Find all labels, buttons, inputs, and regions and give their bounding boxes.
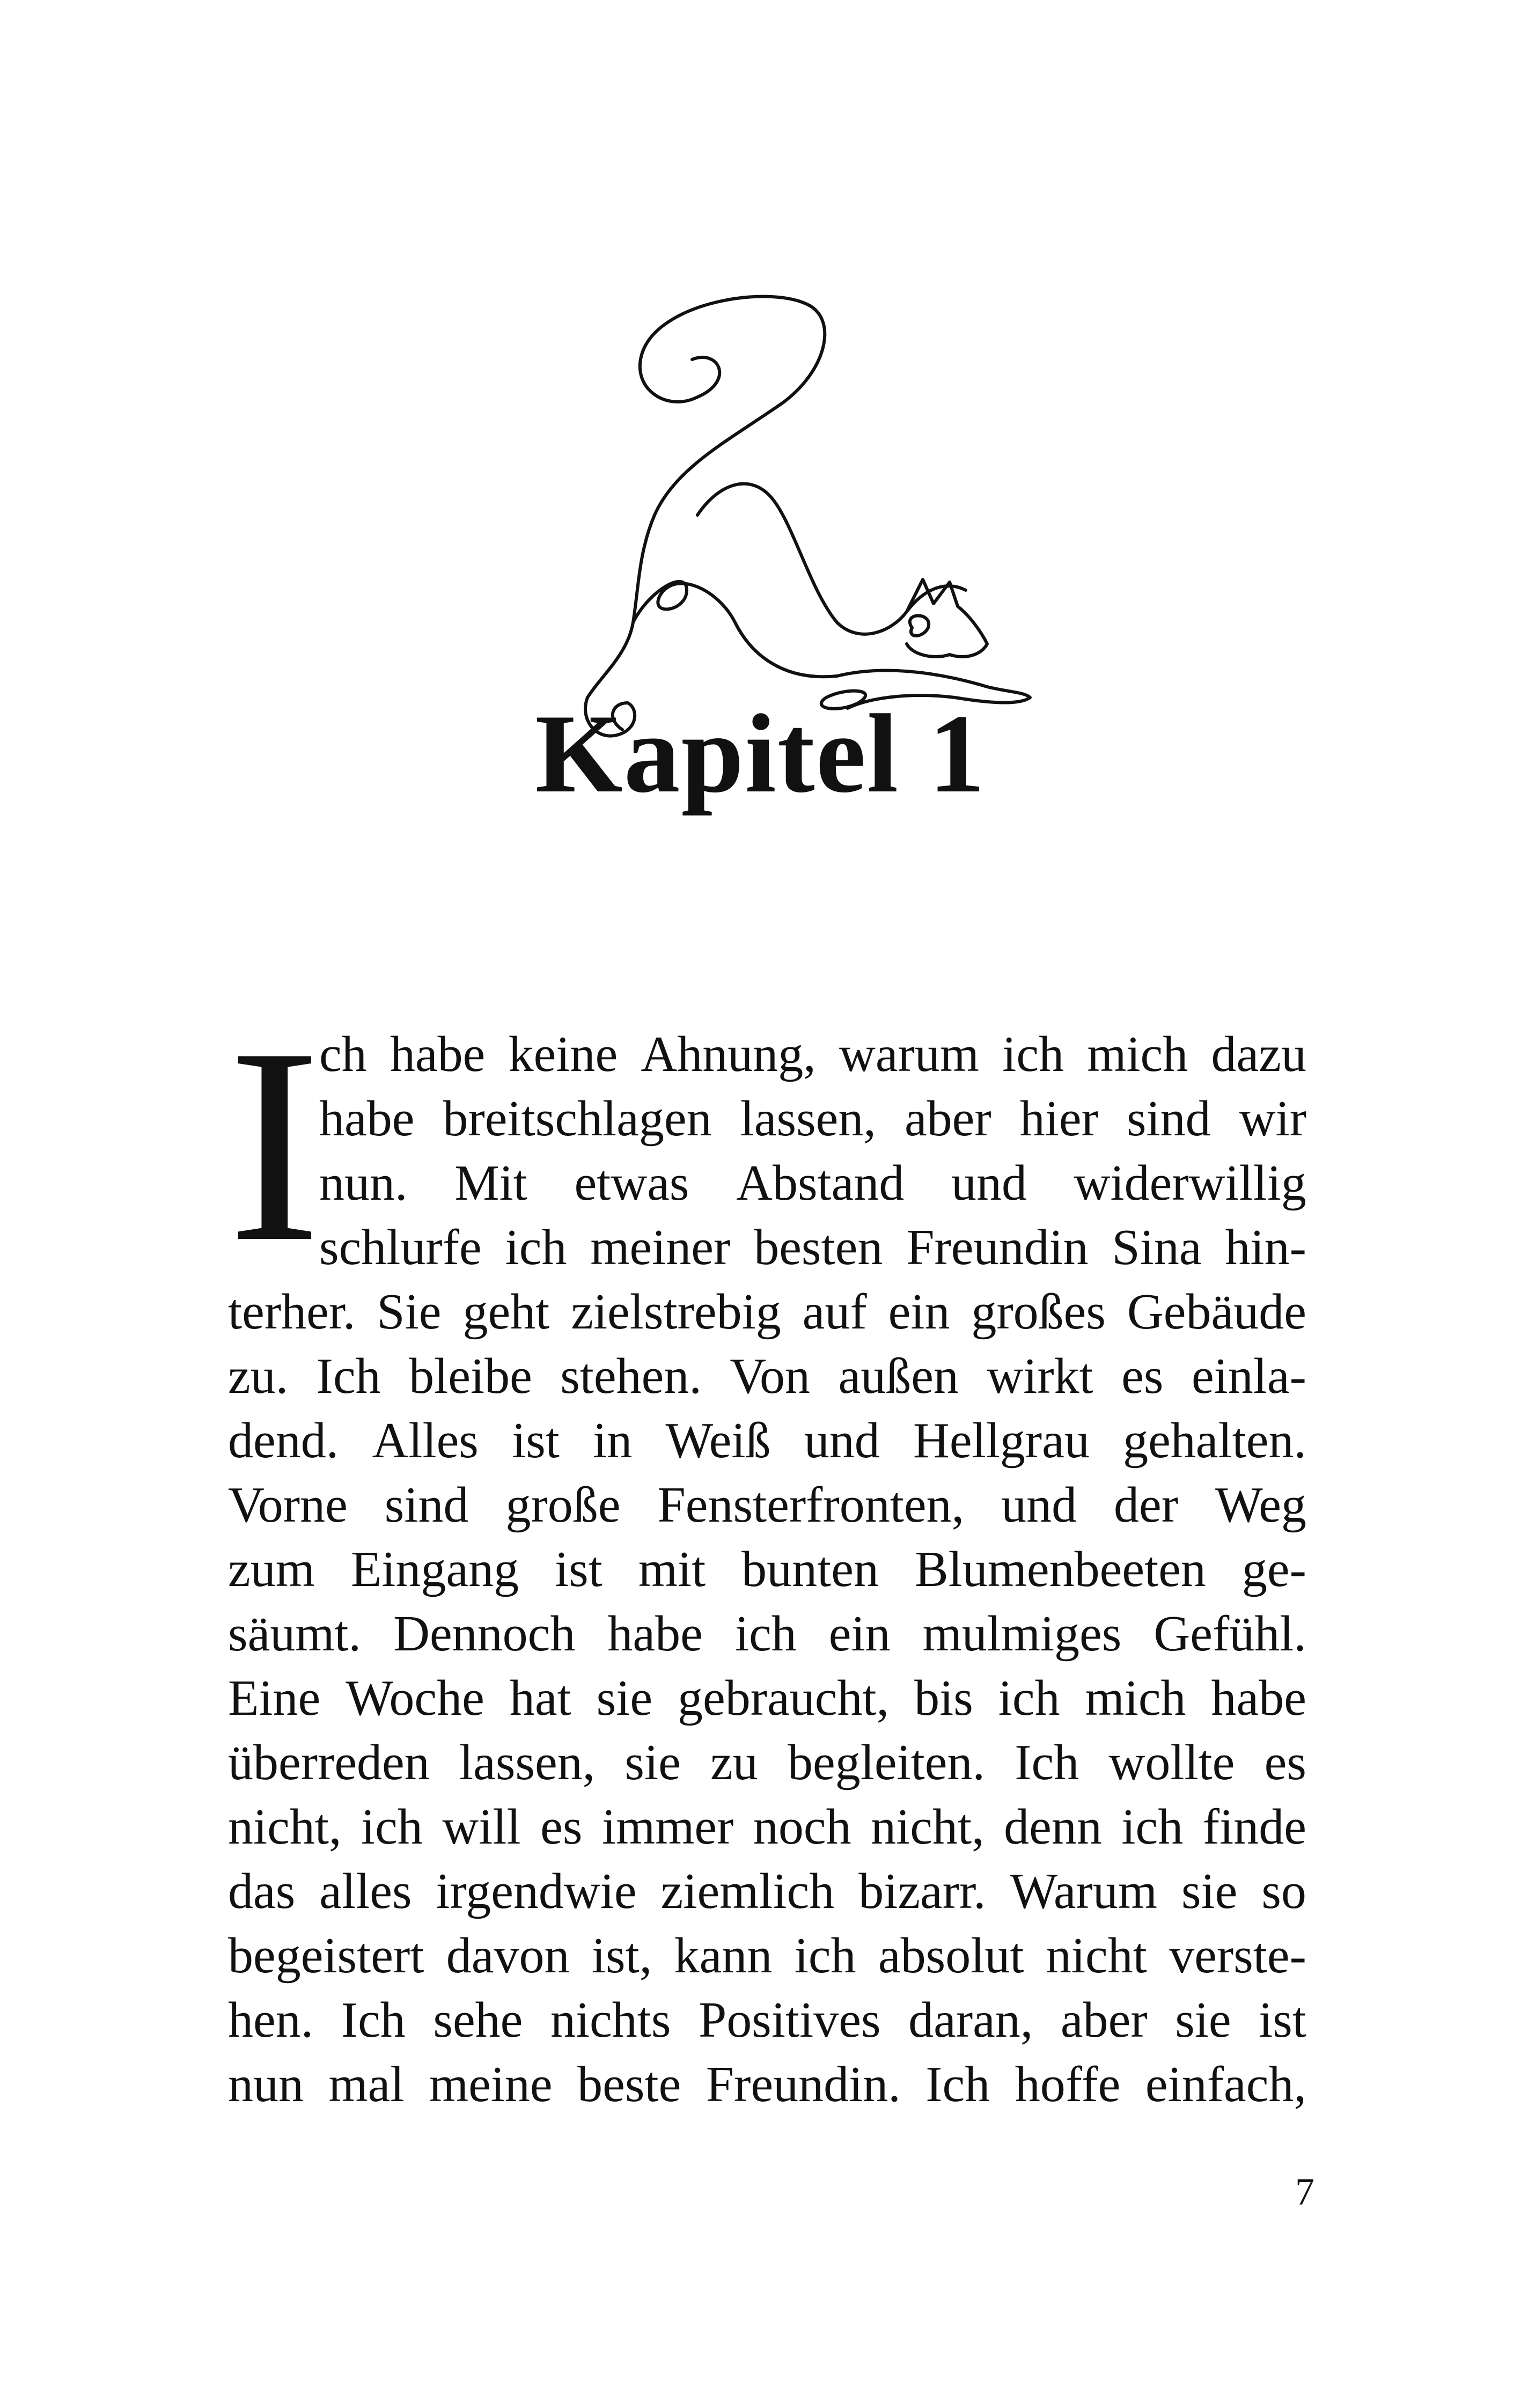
word: habe — [1211, 1670, 1306, 1726]
word: absolut — [878, 1928, 1024, 1984]
word: ist — [1259, 1992, 1306, 2048]
word: Gebäude — [1127, 1284, 1306, 1340]
word: in — [593, 1413, 633, 1469]
word: stehen. — [560, 1348, 702, 1404]
word: Ich — [341, 1992, 406, 2048]
word: meine — [429, 2057, 553, 2112]
word: Mit — [454, 1155, 527, 1211]
word: wollte — [1108, 1735, 1235, 1790]
word: säumt. — [228, 1606, 362, 1662]
word: ich — [1002, 1026, 1064, 1082]
word: ist — [555, 1541, 602, 1597]
text-line — [319, 1086, 1306, 1151]
word: daran, — [908, 1992, 1033, 2048]
word: Vorne — [228, 1477, 348, 1533]
word: lassen, — [459, 1735, 596, 1790]
word: Hellgrau — [913, 1413, 1090, 1469]
word: nicht, — [228, 1799, 342, 1855]
word: Abstand — [736, 1155, 905, 1211]
word: einfach, — [1145, 2057, 1306, 2112]
word: dazu — [1211, 1026, 1306, 1082]
text-line — [228, 1344, 1306, 1408]
word: kann — [674, 1928, 773, 1984]
text-line — [228, 1924, 1306, 1988]
word: sie — [624, 1735, 681, 1790]
text-line — [228, 2052, 1306, 2117]
word: breitschlagen — [443, 1091, 712, 1147]
word: davon — [446, 1928, 570, 1984]
word: sie — [1181, 1863, 1238, 1919]
word: besten — [754, 1220, 883, 1275]
word: das — [228, 1863, 296, 1919]
word: ich — [505, 1220, 567, 1275]
text-line — [319, 1022, 1306, 1086]
word: gehalten. — [1123, 1413, 1306, 1469]
word: warum — [839, 1026, 980, 1082]
word: gebraucht, — [678, 1670, 890, 1726]
word: ein — [888, 1284, 950, 1340]
text-line — [319, 1215, 1306, 1280]
text-line — [228, 1602, 1306, 1666]
text-line — [319, 1151, 1306, 1215]
text-line — [228, 1795, 1306, 1859]
word: irgendwie — [436, 1863, 637, 1919]
word: nun — [228, 2057, 304, 2112]
word: und — [804, 1413, 880, 1469]
text-line — [228, 1988, 1306, 2052]
word: Fensterfronten, — [657, 1477, 965, 1533]
word: Gefühl. — [1153, 1606, 1306, 1662]
word: will — [442, 1799, 521, 1855]
word: finde — [1202, 1799, 1306, 1855]
text-line — [228, 1666, 1306, 1730]
word: mit — [638, 1541, 706, 1597]
text-line — [228, 1473, 1306, 1537]
word: nicht, — [871, 1799, 984, 1855]
word: nun. — [319, 1155, 408, 1211]
word: etwas — [574, 1155, 689, 1211]
word: außen — [838, 1348, 959, 1404]
word: geht — [462, 1284, 550, 1340]
word: Weiß — [665, 1413, 771, 1469]
word: es — [1264, 1735, 1306, 1790]
word: mich — [1085, 1670, 1186, 1726]
word: wirkt — [987, 1348, 1093, 1404]
word: zielstrebig — [571, 1284, 781, 1340]
word: mulmiges — [922, 1606, 1122, 1662]
word: zum — [228, 1541, 315, 1597]
word: alles — [319, 1863, 412, 1919]
word: Warum — [1010, 1863, 1157, 1919]
word: großes — [971, 1284, 1106, 1340]
word: bizarr. — [858, 1863, 986, 1919]
word: ge- — [1241, 1541, 1306, 1597]
text-line — [228, 1408, 1306, 1473]
word: aber — [904, 1091, 991, 1147]
word: hen. — [228, 1992, 314, 2048]
word: Ich — [1015, 1735, 1079, 1790]
word: ein — [828, 1606, 891, 1662]
word: hin- — [1225, 1220, 1306, 1275]
text-line — [228, 1537, 1306, 1602]
page-number: 7 — [1295, 2170, 1314, 2213]
word: Von — [730, 1348, 811, 1404]
word: zu. — [228, 1348, 289, 1404]
word: beste — [577, 2057, 681, 2112]
word: zu — [710, 1735, 758, 1790]
text-line — [228, 1280, 1306, 1344]
word: und — [951, 1155, 1027, 1211]
word: nichts — [550, 1992, 671, 2048]
word: Sina — [1112, 1220, 1202, 1275]
word: Freundin. — [706, 2057, 901, 2112]
word: hoffe — [1015, 2057, 1121, 2112]
word: Ich — [925, 2057, 990, 2112]
word: ich — [734, 1606, 797, 1662]
word: denn — [1004, 1799, 1102, 1855]
word: aber — [1060, 1992, 1148, 2048]
word: meiner — [590, 1220, 731, 1275]
word: bunten — [741, 1541, 879, 1597]
word: bleibe — [409, 1348, 532, 1404]
text-line — [228, 1859, 1306, 1924]
word: mal — [328, 2057, 405, 2112]
word: begeistert — [228, 1928, 424, 1984]
word: ist — [512, 1413, 560, 1469]
word: hier — [1019, 1091, 1098, 1147]
word: keine — [508, 1026, 618, 1082]
word: terher. — [228, 1284, 356, 1340]
word: dend. — [228, 1413, 339, 1469]
word: Woche — [346, 1670, 484, 1726]
word: sie — [596, 1670, 653, 1726]
word: Weg — [1215, 1477, 1306, 1533]
word: immer — [601, 1799, 734, 1855]
word: ist, — [591, 1928, 652, 1984]
word: nicht — [1046, 1928, 1147, 1984]
word: sind — [1126, 1091, 1211, 1147]
word: ich — [361, 1799, 423, 1855]
word: noch — [753, 1799, 851, 1855]
word: Blumenbeeten — [914, 1541, 1206, 1597]
word: einla- — [1191, 1348, 1306, 1404]
word: sie — [1175, 1992, 1231, 2048]
word: Eine — [228, 1670, 321, 1726]
cat-line-drawing-icon — [558, 290, 1041, 762]
word: habe — [390, 1026, 486, 1082]
word: mich — [1087, 1026, 1188, 1082]
word: ch — [319, 1026, 367, 1082]
word: Dennoch — [393, 1606, 576, 1662]
word: auf — [802, 1284, 867, 1340]
word: ziemlich — [660, 1863, 835, 1919]
word: Alles — [372, 1413, 479, 1469]
word: es — [540, 1799, 583, 1855]
word: schlurfe — [319, 1220, 482, 1275]
word: Ich — [316, 1348, 381, 1404]
word: bis — [914, 1670, 973, 1726]
word: und — [1001, 1477, 1077, 1533]
word: lassen, — [740, 1091, 876, 1147]
word: wir — [1239, 1091, 1306, 1147]
word: ich — [1121, 1799, 1184, 1855]
word: große — [505, 1477, 621, 1533]
word: ich — [998, 1670, 1060, 1726]
word: Sie — [377, 1284, 442, 1340]
word: verste- — [1169, 1928, 1306, 1984]
word: Ahnung, — [641, 1026, 816, 1082]
word: hat — [509, 1670, 571, 1726]
word: überreden — [228, 1735, 430, 1790]
word: Freundin — [906, 1220, 1089, 1275]
word: Eingang — [350, 1541, 519, 1597]
word: habe — [607, 1606, 703, 1662]
word: habe — [319, 1091, 415, 1147]
word: begleiten. — [787, 1735, 985, 1790]
word: Positives — [699, 1992, 881, 2048]
word: sind — [384, 1477, 469, 1533]
word: sehe — [433, 1992, 523, 2048]
drop-cap: I — [228, 991, 321, 1300]
word: widerwillig — [1074, 1155, 1306, 1211]
word: ich — [794, 1928, 856, 1984]
text-line — [228, 1730, 1306, 1795]
word: so — [1261, 1863, 1306, 1919]
word: der — [1114, 1477, 1179, 1533]
word: es — [1121, 1348, 1164, 1404]
chapter-title: Kapitel 1 — [535, 692, 986, 816]
